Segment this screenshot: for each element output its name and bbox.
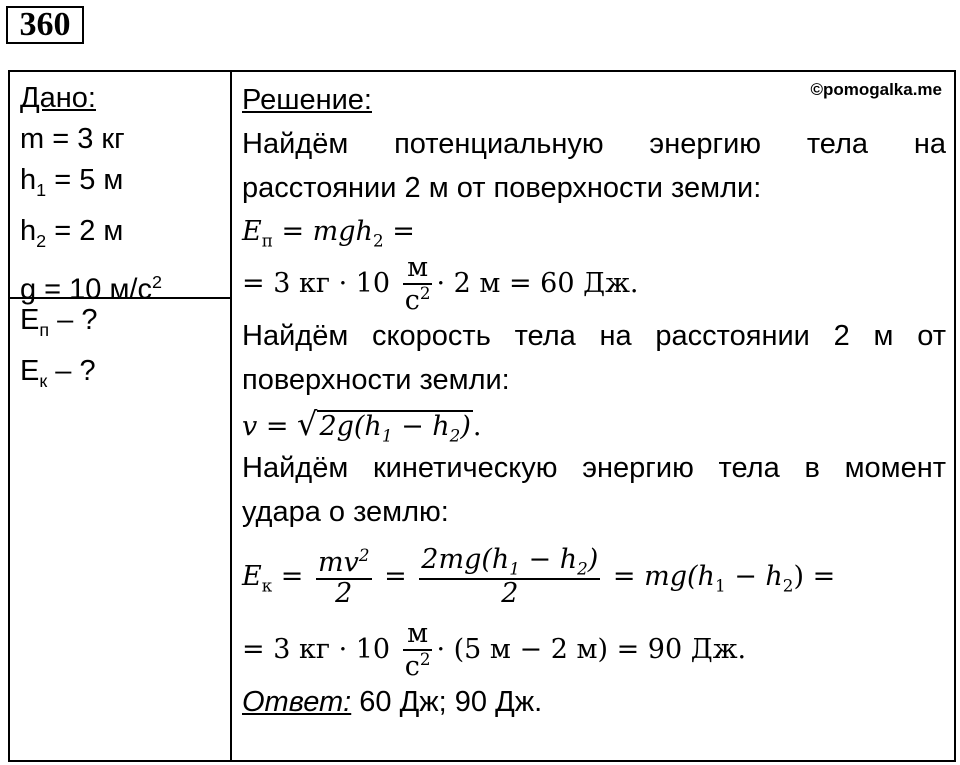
solution-text-1b: расстоянии 2 м от поверхности земли: <box>242 172 762 204</box>
given-h1: $h_1 = 5$ м <box>20 164 124 200</box>
solution-text-2a: Найдём скорость тела на расстоянии 2 м от <box>242 320 946 352</box>
solution-table <box>8 70 956 762</box>
given-section <box>20 78 162 310</box>
answer-line <box>242 680 946 724</box>
given-mass: m = 3 кг <box>20 123 125 155</box>
fraction-2mg: $\frac{2mg(h_1 - h_2)}{2}$ <box>421 544 599 610</box>
solution-text-1a: Найдём потенциальную энергию тела на <box>242 128 946 160</box>
equation-kinetic-formula: $E_к$ = $\frac{mv^2}{2}$ = $\frac{2mg(h_1 - h_2)}{2}$ = $mg(h_1 - h_2)$ = <box>242 544 836 610</box>
sqrt-icon: √ <box>297 405 318 443</box>
given-g: g = 10 $м/с^2$ <box>20 271 162 306</box>
find-section <box>20 300 97 402</box>
find-ek: $E_к$ – ? <box>20 354 96 391</box>
unit-fraction: $\frac{м}{с^2}$ <box>404 618 431 682</box>
given-heading: Дано: <box>20 82 96 114</box>
problem-number: 360 <box>6 6 84 44</box>
given-h2: $h_2 = 2$ м <box>20 214 124 251</box>
equation-potential-formula: $E_п = mgh_2$ = <box>242 216 415 251</box>
equation-potential-value: = 3 кг · 10 $\frac{м}{с^2}$ · 2 м = 60 Дж. <box>242 252 639 316</box>
unit-fraction: $\frac{м}{с^2}$ <box>404 252 431 316</box>
column-divider <box>230 72 232 760</box>
solution-text-2b: поверхности земли: <box>242 364 510 396</box>
find-ep: $E_п$ – ? <box>20 304 98 340</box>
solution-text-3a: Найдём кинетическую энергию тела в момент <box>242 452 946 484</box>
fraction-mv2: $\frac{mv^2}{2}$ <box>317 545 370 609</box>
equation-kinetic-value: = 3 кг · 10 $\frac{м}{с^2}$ · (5 м − 2 м) = 90 Дж. <box>242 618 747 682</box>
solution-heading: Решение: <box>242 84 372 116</box>
answer-label: Ответ: <box>242 686 352 718</box>
answer-text: 60 Дж; 90 Дж. <box>351 686 543 718</box>
watermark: ©pomogalka.me <box>810 80 942 99</box>
solution-text-3b: удара о землю: <box>242 496 449 528</box>
solution-section <box>242 78 946 724</box>
equation-velocity: $v = √2g(h_1 - h_2)$. <box>242 402 946 446</box>
